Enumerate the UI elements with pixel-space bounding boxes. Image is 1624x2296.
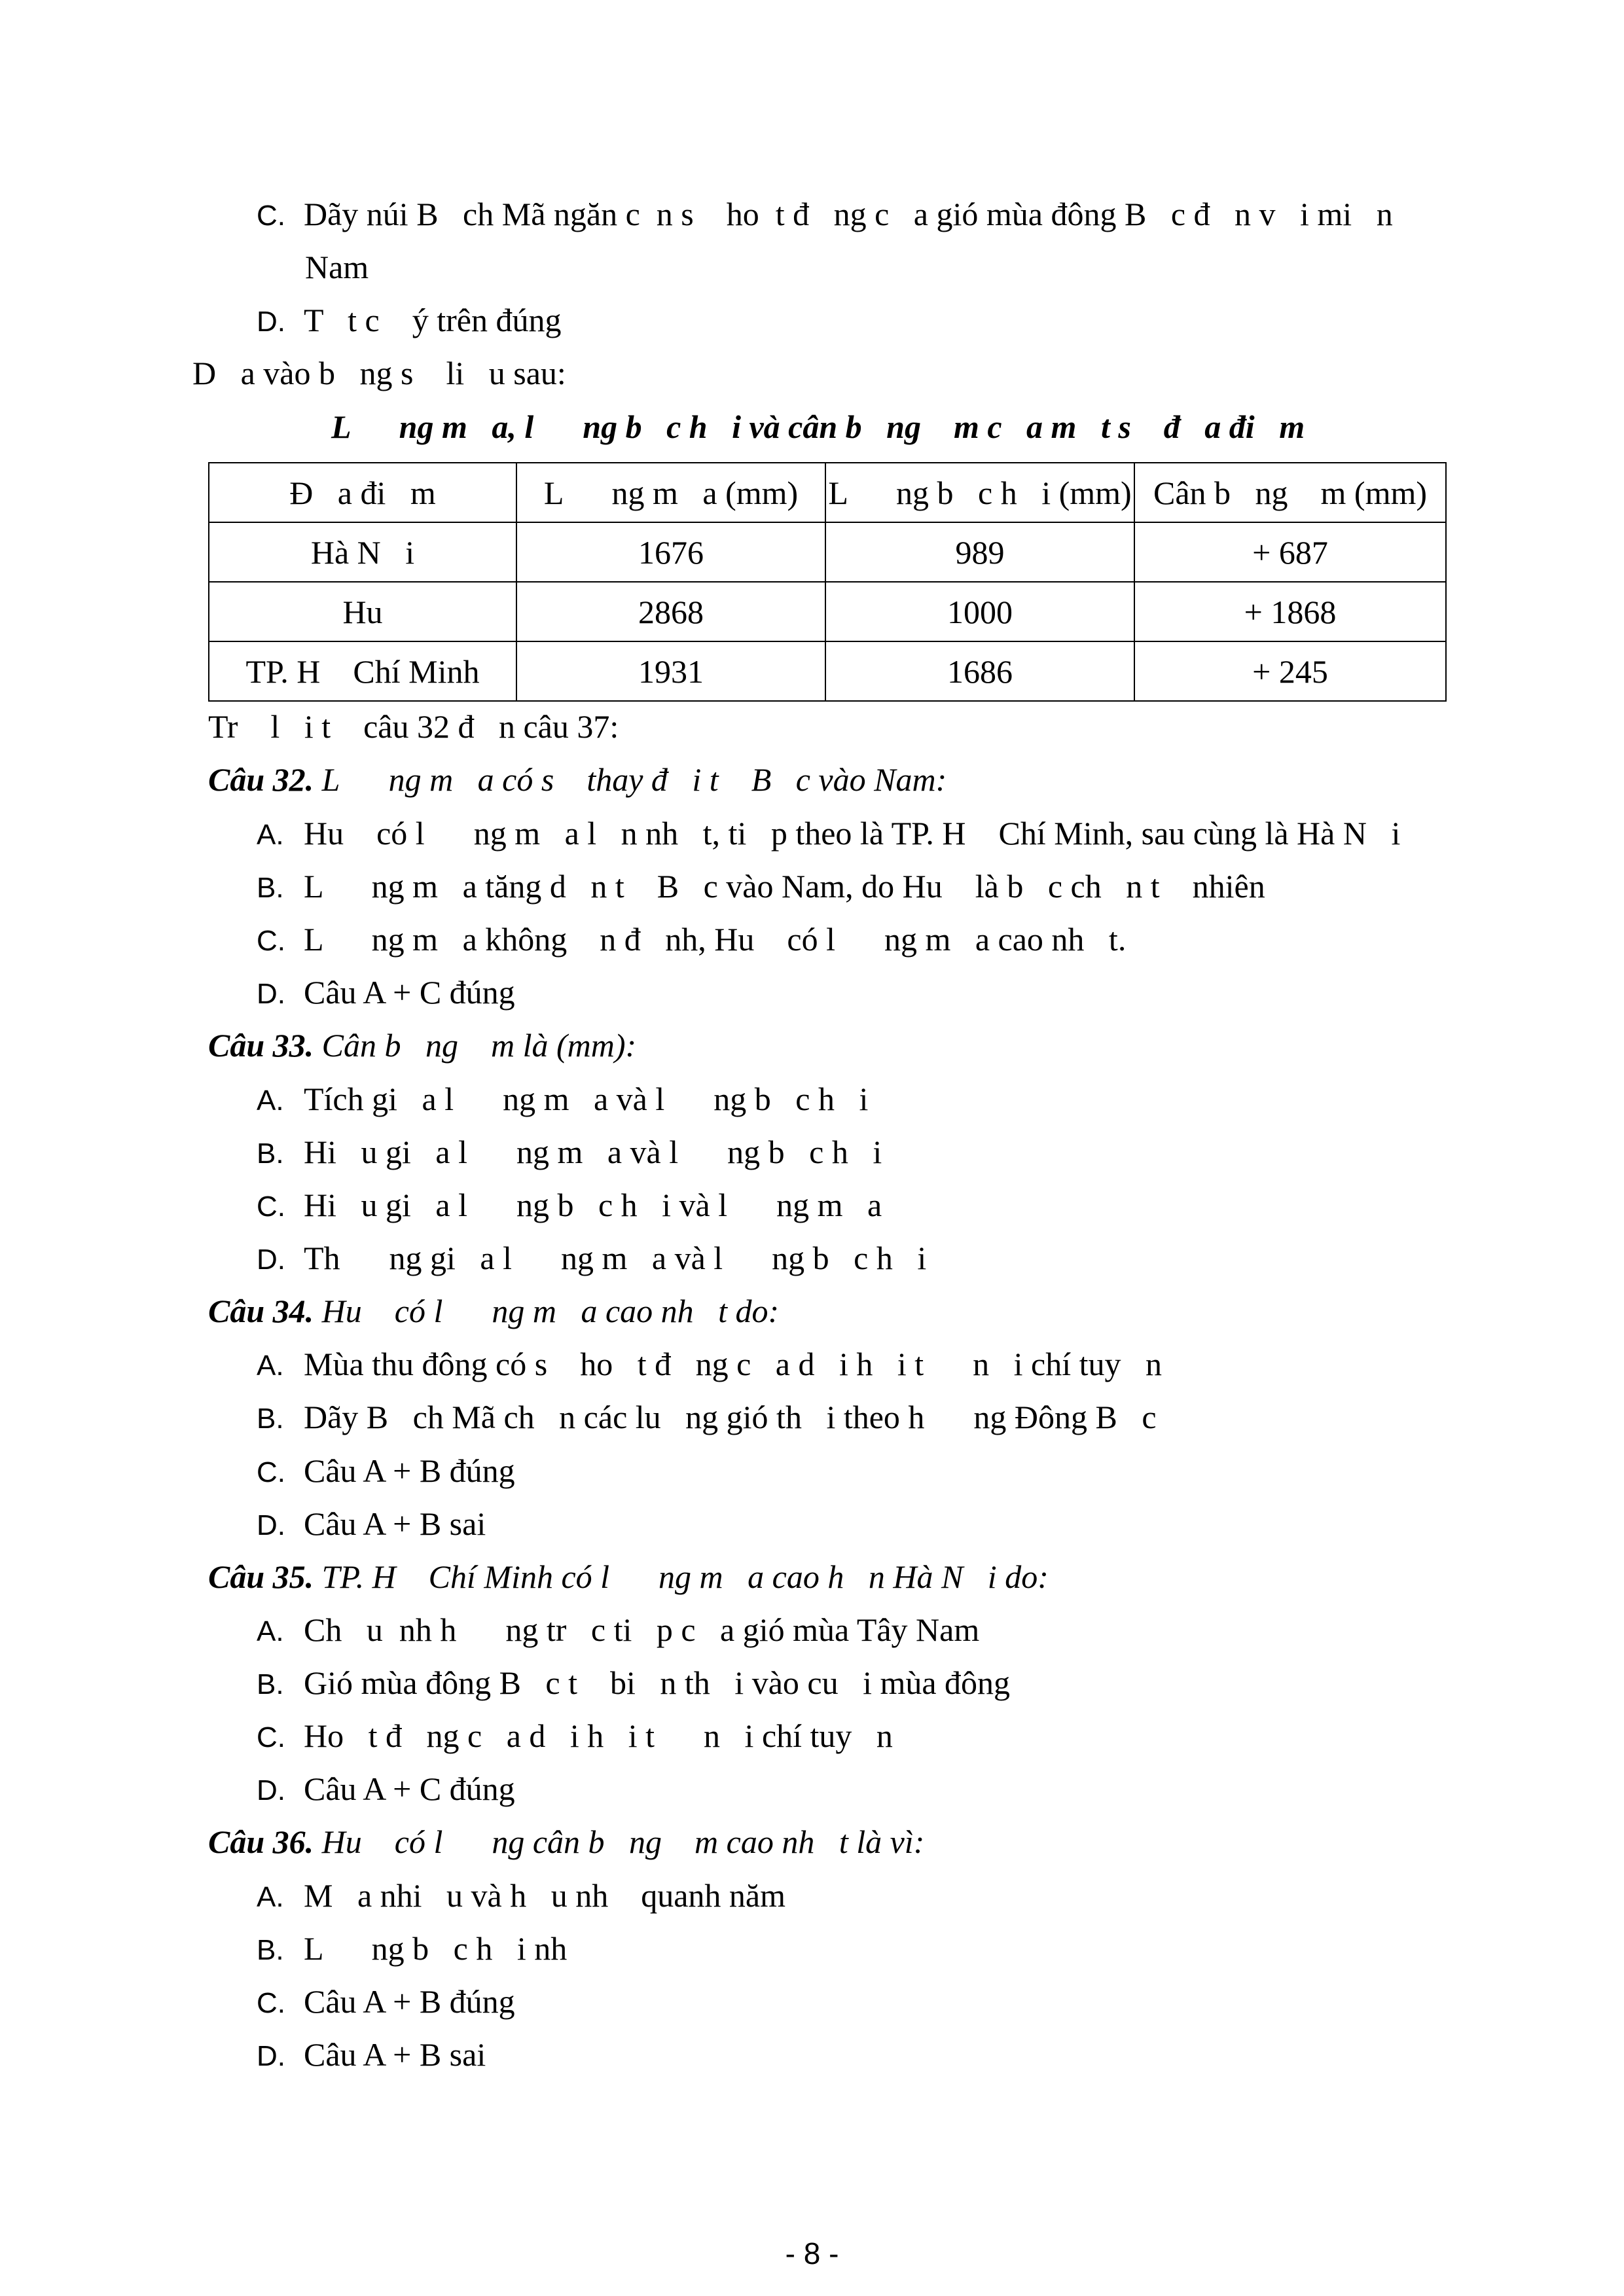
question-33-heading xyxy=(208,1029,636,1062)
option-c-prev xyxy=(257,198,1393,230)
option-continuation: Nam xyxy=(305,249,369,285)
q33-option-b xyxy=(257,1136,882,1168)
option-letter: A. xyxy=(257,1615,284,1647)
option-text: L ng b c h i nh xyxy=(304,1930,568,1967)
option-text: Hi u gi a l ng b c h i và l ng m a xyxy=(304,1187,882,1223)
question-number: Câu 34. xyxy=(208,1293,314,1329)
q34-option-b xyxy=(257,1401,1157,1433)
question-36-heading xyxy=(208,1825,924,1858)
q34-option-d xyxy=(257,1507,486,1540)
q34-option-c xyxy=(257,1454,515,1487)
question-prompt: Cân b ng m là (mm): xyxy=(314,1027,637,1064)
data-intro: D a vào b ng s li u sau: xyxy=(192,355,566,391)
table-header: L ng m a (mm) xyxy=(516,463,825,522)
option-letter: B. xyxy=(257,1138,284,1170)
option-letter: D. xyxy=(257,1244,285,1276)
question-prompt: L ng m a có s thay đ i t B c vào Nam: xyxy=(314,761,947,798)
table-cell: TP. H Chí Minh xyxy=(209,641,516,701)
option-letter: C. xyxy=(257,1987,285,2019)
question-35-heading xyxy=(208,1560,1049,1593)
table-cell: 1676 xyxy=(516,522,825,582)
q33-option-c xyxy=(257,1189,882,1221)
option-letter: C. xyxy=(257,200,285,232)
option-text: L ng m a không n đ nh, Hu có l ng m a cao nh t. xyxy=(304,921,1127,958)
q32-option-a xyxy=(257,817,1400,850)
table-cell: 1000 xyxy=(825,582,1134,641)
option-text: M a nhi u và h u nh quanh năm xyxy=(304,1877,786,1914)
question-number: Câu 36. xyxy=(208,1823,314,1860)
table-row xyxy=(209,522,1446,582)
question-number: Câu 35. xyxy=(208,1558,314,1595)
q36-option-b xyxy=(257,1932,567,1965)
q35-option-c xyxy=(257,1719,893,1752)
option-letter: C. xyxy=(257,1721,285,1753)
option-letter: D. xyxy=(257,2040,285,2072)
table-cell: Hà N i xyxy=(209,522,516,582)
option-text: Câu A + C đúng xyxy=(304,1770,515,1807)
option-letter: A. xyxy=(257,1350,284,1382)
table-header-row xyxy=(209,463,1446,522)
option-letter: D. xyxy=(257,978,285,1010)
option-text: Ch u nh h ng tr c ti p c a gió mùa Tây Nam xyxy=(304,1611,980,1648)
table-cell: + 245 xyxy=(1134,641,1446,701)
table-cell: 989 xyxy=(825,522,1134,582)
option-letter: A. xyxy=(257,819,284,851)
q36-option-d xyxy=(257,2038,486,2071)
question-32-heading xyxy=(208,763,947,796)
question-number: Câu 32. xyxy=(208,761,314,798)
q33-option-d xyxy=(257,1242,926,1274)
page-number: - 8 - xyxy=(785,2236,839,2270)
option-letter: B. xyxy=(257,1403,284,1435)
question-prompt: Hu có l ng cân b ng m cao nh t là vì: xyxy=(314,1823,925,1860)
q35-option-a xyxy=(257,1613,979,1646)
instruction: Tr l i t câu 32 đ n câu 37: xyxy=(208,708,619,745)
option-letter: B. xyxy=(257,1668,284,1700)
option-letter: A. xyxy=(257,1881,284,1913)
question-prompt: Hu có l ng m a cao nh t do: xyxy=(314,1293,780,1329)
question-prompt: TP. H Chí Minh có l ng m a cao h n Hà N i do: xyxy=(314,1558,1049,1595)
table-header: L ng b c h i (mm) xyxy=(825,463,1134,522)
question-number: Câu 33. xyxy=(208,1027,314,1064)
q32-option-b xyxy=(257,870,1265,903)
table-cell: Hu xyxy=(209,582,516,641)
option-d-prev xyxy=(257,304,561,336)
option-text: Tích gi a l ng m a và l ng b c h i xyxy=(304,1081,869,1117)
table-cell: + 687 xyxy=(1134,522,1446,582)
table-cell: 1931 xyxy=(516,641,825,701)
table-caption: L ng m a, l ng b c h i và cân b ng m c a m t s đ a đi m xyxy=(331,408,1305,445)
q34-option-a xyxy=(257,1348,1162,1380)
table-cell: 2868 xyxy=(516,582,825,641)
option-letter: B. xyxy=(257,872,284,904)
option-text: Câu A + B sai xyxy=(304,2036,486,2073)
option-letter: D. xyxy=(257,1509,285,1541)
option-letter: B. xyxy=(257,1934,284,1966)
q36-option-a xyxy=(257,1879,785,1912)
option-letter: C. xyxy=(257,1456,285,1488)
q32-option-d xyxy=(257,976,515,1009)
option-text: Th ng gi a l ng m a và l ng b c h i xyxy=(304,1240,927,1276)
option-text: Ho t đ ng c a d i h i t n i chí tuy n xyxy=(304,1717,893,1754)
option-letter: D. xyxy=(257,1774,285,1806)
option-text: Hu có l ng m a l n nh t, ti p theo là TP. H Chí Minh, sau cùng là Hà N i xyxy=(304,815,1401,852)
option-text: Gió mùa đông B c t bi n th i vào cu i mùa đông xyxy=(304,1664,1011,1701)
option-text: Dãy núi B ch Mã ngăn c n s ho t đ ng c a gió mùa đông B c đ n v i mi n xyxy=(304,196,1393,232)
option-letter: A. xyxy=(257,1085,284,1117)
option-letter: D. xyxy=(257,306,285,338)
option-text: L ng m a tăng d n t B c vào Nam, do Hu là b c ch n t nhiên xyxy=(304,868,1265,905)
option-text: Mùa thu đông có s ho t đ ng c a d i h i t n i chí tuy n xyxy=(304,1346,1163,1382)
option-text: Dãy B ch Mã ch n các lu ng gió th i theo h ng Đông B c xyxy=(304,1399,1157,1435)
table-row xyxy=(209,641,1446,701)
table-cell: 1686 xyxy=(825,641,1134,701)
option-text: T t c ý trên đúng xyxy=(304,302,562,338)
option-text: Hi u gi a l ng m a và l ng b c h i xyxy=(304,1134,882,1170)
option-letter: C. xyxy=(257,925,285,957)
q35-option-d xyxy=(257,1772,515,1805)
option-text: Câu A + B sai xyxy=(304,1505,486,1542)
q32-option-c xyxy=(257,923,1126,956)
option-text: Câu A + B đúng xyxy=(304,1452,515,1489)
table-header: Cân b ng m (mm) xyxy=(1134,463,1446,522)
option-text: Câu A + C đúng xyxy=(304,974,515,1011)
option-text: Câu A + B đúng xyxy=(304,1983,515,2020)
table-cell: + 1868 xyxy=(1134,582,1446,641)
q33-option-a xyxy=(257,1083,868,1115)
option-letter: C. xyxy=(257,1191,285,1223)
data-table xyxy=(208,462,1447,702)
question-34-heading xyxy=(208,1295,779,1327)
table-header: Đ a đi m xyxy=(209,463,516,522)
q36-option-c xyxy=(257,1985,515,2018)
table-row xyxy=(209,582,1446,641)
q35-option-b xyxy=(257,1666,1010,1699)
